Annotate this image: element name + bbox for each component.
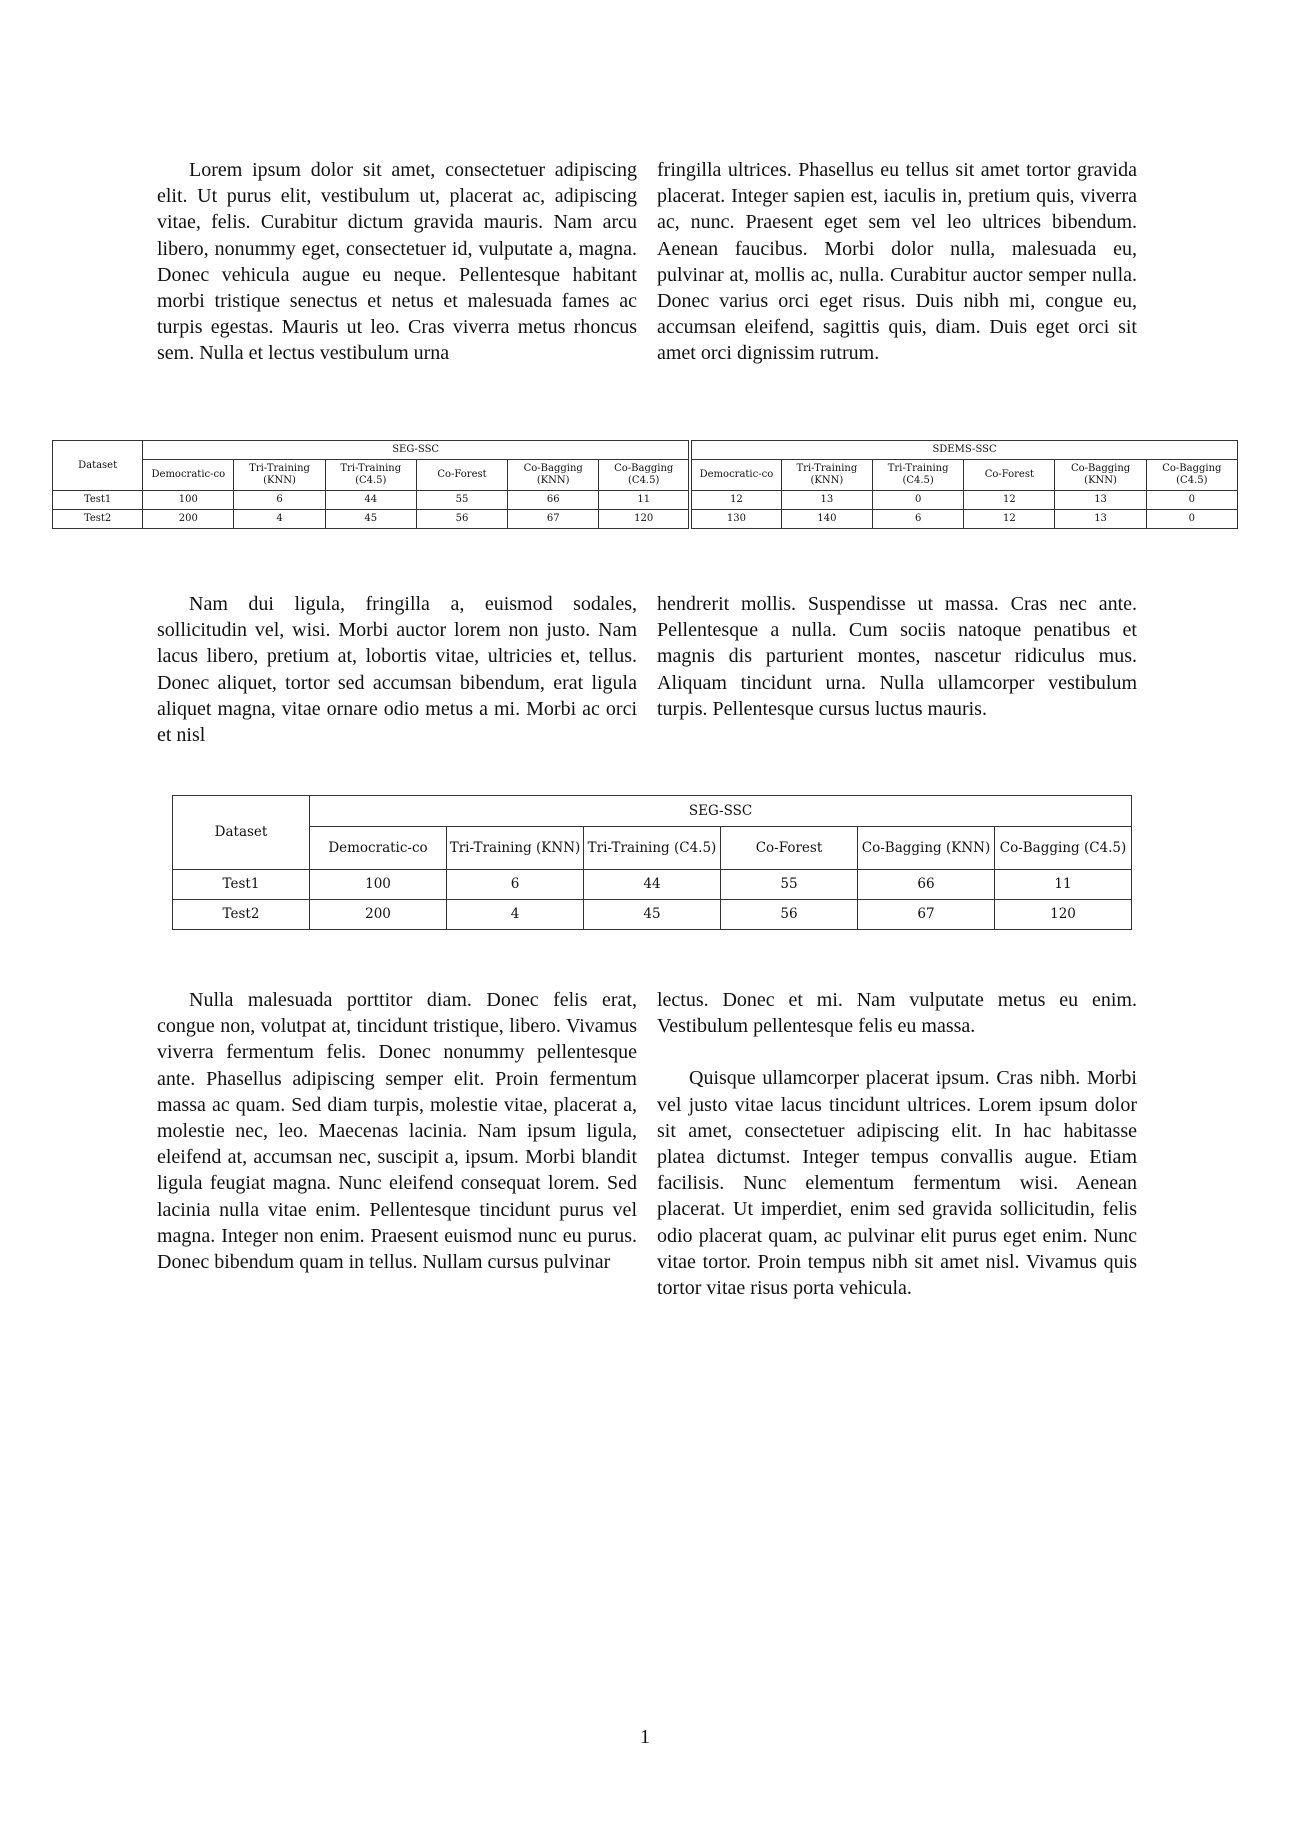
table-cell: 55	[416, 491, 507, 510]
table-cell: 55	[721, 870, 858, 900]
group-header-seg-ssc: SEG-SSC	[143, 441, 690, 460]
column-header: Democratic-co	[310, 827, 447, 870]
table-cell: 100	[310, 870, 447, 900]
paragraph: Nam dui ligula, fringilla a, euismod sodales, sollicitudin vel, wisi. Morbi auctor lorem non justo. Nam lacus libero, pretium at, lobortis vitae, ultricies et, tellus. Donec aliquet, tortor sed accumsan bibendum, erat ligula aliquet magna, vitae ornare odio metus a mi. Morbi ac orci et nisl	[157, 593, 637, 747]
table-cell: 11	[995, 870, 1132, 900]
column-header: Co-Bagging (KNN)	[1055, 460, 1146, 491]
comparison-table-wide	[52, 440, 1238, 529]
column-header: Democratic-co	[690, 460, 781, 491]
table-cell: 120	[995, 900, 1132, 930]
row-label: Test2	[53, 510, 143, 529]
column-header: Tri-Training (C4.5)	[325, 460, 416, 491]
group-header-seg-ssc: SEG-SSC	[310, 796, 1132, 827]
column-header: Co-Bagging (KNN)	[858, 827, 995, 870]
table-cell: 67	[858, 900, 995, 930]
column-header: Tri-Training (C4.5)	[584, 827, 721, 870]
column-header: Tri-Training (KNN)	[234, 460, 325, 491]
text-section-1	[157, 157, 1137, 367]
table-cell: 100	[143, 491, 234, 510]
table-cell: 66	[858, 870, 995, 900]
table-cell: 45	[325, 510, 416, 529]
table-cell: 4	[234, 510, 325, 529]
paragraph: hendrerit mollis. Suspendisse ut massa. Cras nec ante. Pellentesque a nulla. Cum sociis natoque penatibus et magnis dis parturient montes, nascetur ridiculus mus. Aliquam tincidunt urna. Nulla ullamcorper vestibulum turpis. Pellentesque cursus luctus mauris.	[657, 593, 1137, 720]
table-cell: 0	[1146, 510, 1237, 529]
table-cell: 130	[690, 510, 781, 529]
column-header: Tri-Training (C4.5)	[873, 460, 964, 491]
table-cell: 12	[964, 510, 1055, 529]
table-cell: 66	[508, 491, 599, 510]
table-cell: 45	[584, 900, 721, 930]
left-column	[157, 591, 637, 748]
table-cell: 200	[143, 510, 234, 529]
table-cell: 0	[1146, 491, 1237, 510]
column-header: Co-Bagging (C4.5)	[1146, 460, 1237, 491]
table-cell: 6	[873, 510, 964, 529]
row-label: Test1	[173, 870, 310, 900]
table-cell: 6	[447, 870, 584, 900]
row-label: Test2	[173, 900, 310, 930]
table-cell: 56	[721, 900, 858, 930]
column-header: Tri-Training (KNN)	[781, 460, 872, 491]
table-cell: 13	[1055, 491, 1146, 510]
column-header: Democratic-co	[143, 460, 234, 491]
right-column	[657, 987, 1137, 1301]
paragraph: Quisque ullamcorper placerat ipsum. Cras nibh. Morbi vel justo vitae lacus tincidunt ultrices. Lorem ipsum dolor sit amet, consectetuer adipiscing elit. In hac habitasse platea dictumst. Integer tempus convallis augue. Etiam facilisis. Nunc elementum fermentum wisi. Aenean placerat. Ut imperdiet, enim sed gravida sollicitudin, felis odio placerat quam, ac pulvinar elit purus eget enim. Nunc vitae tortor. Proin tempus nibh sit amet nisl. Vivamus quis tortor vitae risus porta vehicula.	[657, 1067, 1137, 1300]
column-header: Co-Bagging (KNN)	[508, 460, 599, 491]
table-cell: 67	[508, 510, 599, 529]
column-header: Tri-Training (KNN)	[447, 827, 584, 870]
table-row	[53, 510, 1238, 529]
column-header: Co-Bagging (C4.5)	[599, 460, 690, 491]
column-header: Co-Forest	[721, 827, 858, 870]
table-cell: 13	[781, 491, 872, 510]
table-cell: 120	[599, 510, 690, 529]
table-cell: 12	[964, 491, 1055, 510]
paragraph: fringilla ultrices. Phasellus eu tellus sit amet tortor gravida placerat. Integer sapien est, iaculis in, pretium quis, viverra ac, nunc. Praesent eget sem vel leo ultrices bibendum. Aenean faucibus. Morbi dolor nulla, malesuada eu, pulvinar at, mollis ac, nulla. Curabitur auctor semper nulla. Donec varius orci eget risus. Duis nibh mi, congue eu, accumsan eleifend, sagittis quis, diam. Duis eget orci sit amet orci dignissim rutrum.	[657, 159, 1137, 365]
table-cell: 11	[599, 491, 690, 510]
table-row	[173, 870, 1132, 900]
text-section-2	[157, 591, 1137, 748]
paragraph: Lorem ipsum dolor sit amet, consectetuer adipiscing elit. Ut purus elit, vestibulum ut, placerat ac, adipiscing vitae, felis. Curabitur dictum gravida mauris. Nam arcu libero, nonummy eget, consectetuer id, vulputate a, magna. Donec vehicula augue eu neque. Pellentesque habitant morbi tristique senectus et netus et malesuada fames ac turpis egestas. Mauris ut leo. Cras viverra metus rhoncus sem. Nulla et lectus vestibulum urna	[157, 159, 637, 365]
table-cell: 6	[234, 491, 325, 510]
right-column	[657, 591, 1137, 748]
page-number: 1	[640, 1726, 650, 1748]
table-cell: 140	[781, 510, 872, 529]
comparison-table-narrow	[172, 795, 1132, 930]
right-column	[657, 157, 1137, 367]
table-cell: 44	[325, 491, 416, 510]
table-row	[173, 900, 1132, 930]
table-cell: 12	[690, 491, 781, 510]
table-cell: 44	[584, 870, 721, 900]
table-cell: 56	[416, 510, 507, 529]
column-header: Co-Bagging (C4.5)	[995, 827, 1132, 870]
table-cell: 4	[447, 900, 584, 930]
text-section-3	[157, 987, 1137, 1301]
column-header: Co-Forest	[964, 460, 1055, 491]
left-column	[157, 157, 637, 367]
table-cell: 0	[873, 491, 964, 510]
table-cell: 200	[310, 900, 447, 930]
paragraph: lectus. Donec et mi. Nam vulputate metus eu enim. Vestibulum pellentesque felis eu massa.	[657, 989, 1137, 1038]
dataset-header: Dataset	[173, 796, 310, 870]
left-column	[157, 987, 637, 1301]
group-header-sdems-ssc: SDEMS-SSC	[690, 441, 1237, 460]
table-cell: 13	[1055, 510, 1146, 529]
row-label: Test1	[53, 491, 143, 510]
dataset-header: Dataset	[53, 441, 143, 491]
paragraph: Nulla malesuada porttitor diam. Donec felis erat, congue non, volutpat at, tincidunt tristique, libero. Vivamus viverra fermentum felis. Donec nonummy pellentesque ante. Phasellus adipiscing semper elit. Proin fermentum massa ac quam. Sed diam turpis, molestie vitae, placerat a, molestie nec, leo. Maecenas lacinia. Nam ipsum ligula, eleifend at, accumsan nec, suscipit a, ipsum. Morbi blandit ligula feugiat magna. Nunc eleifend consequat lorem. Sed lacinia nulla vitae enim. Pellentesque tincidunt purus vel magna. Integer non enim. Praesent euismod nunc eu purus. Donec bibendum quam in tellus. Nullam cursus pulvinar	[157, 989, 637, 1274]
column-header: Co-Forest	[416, 460, 507, 491]
table-row	[53, 491, 1238, 510]
